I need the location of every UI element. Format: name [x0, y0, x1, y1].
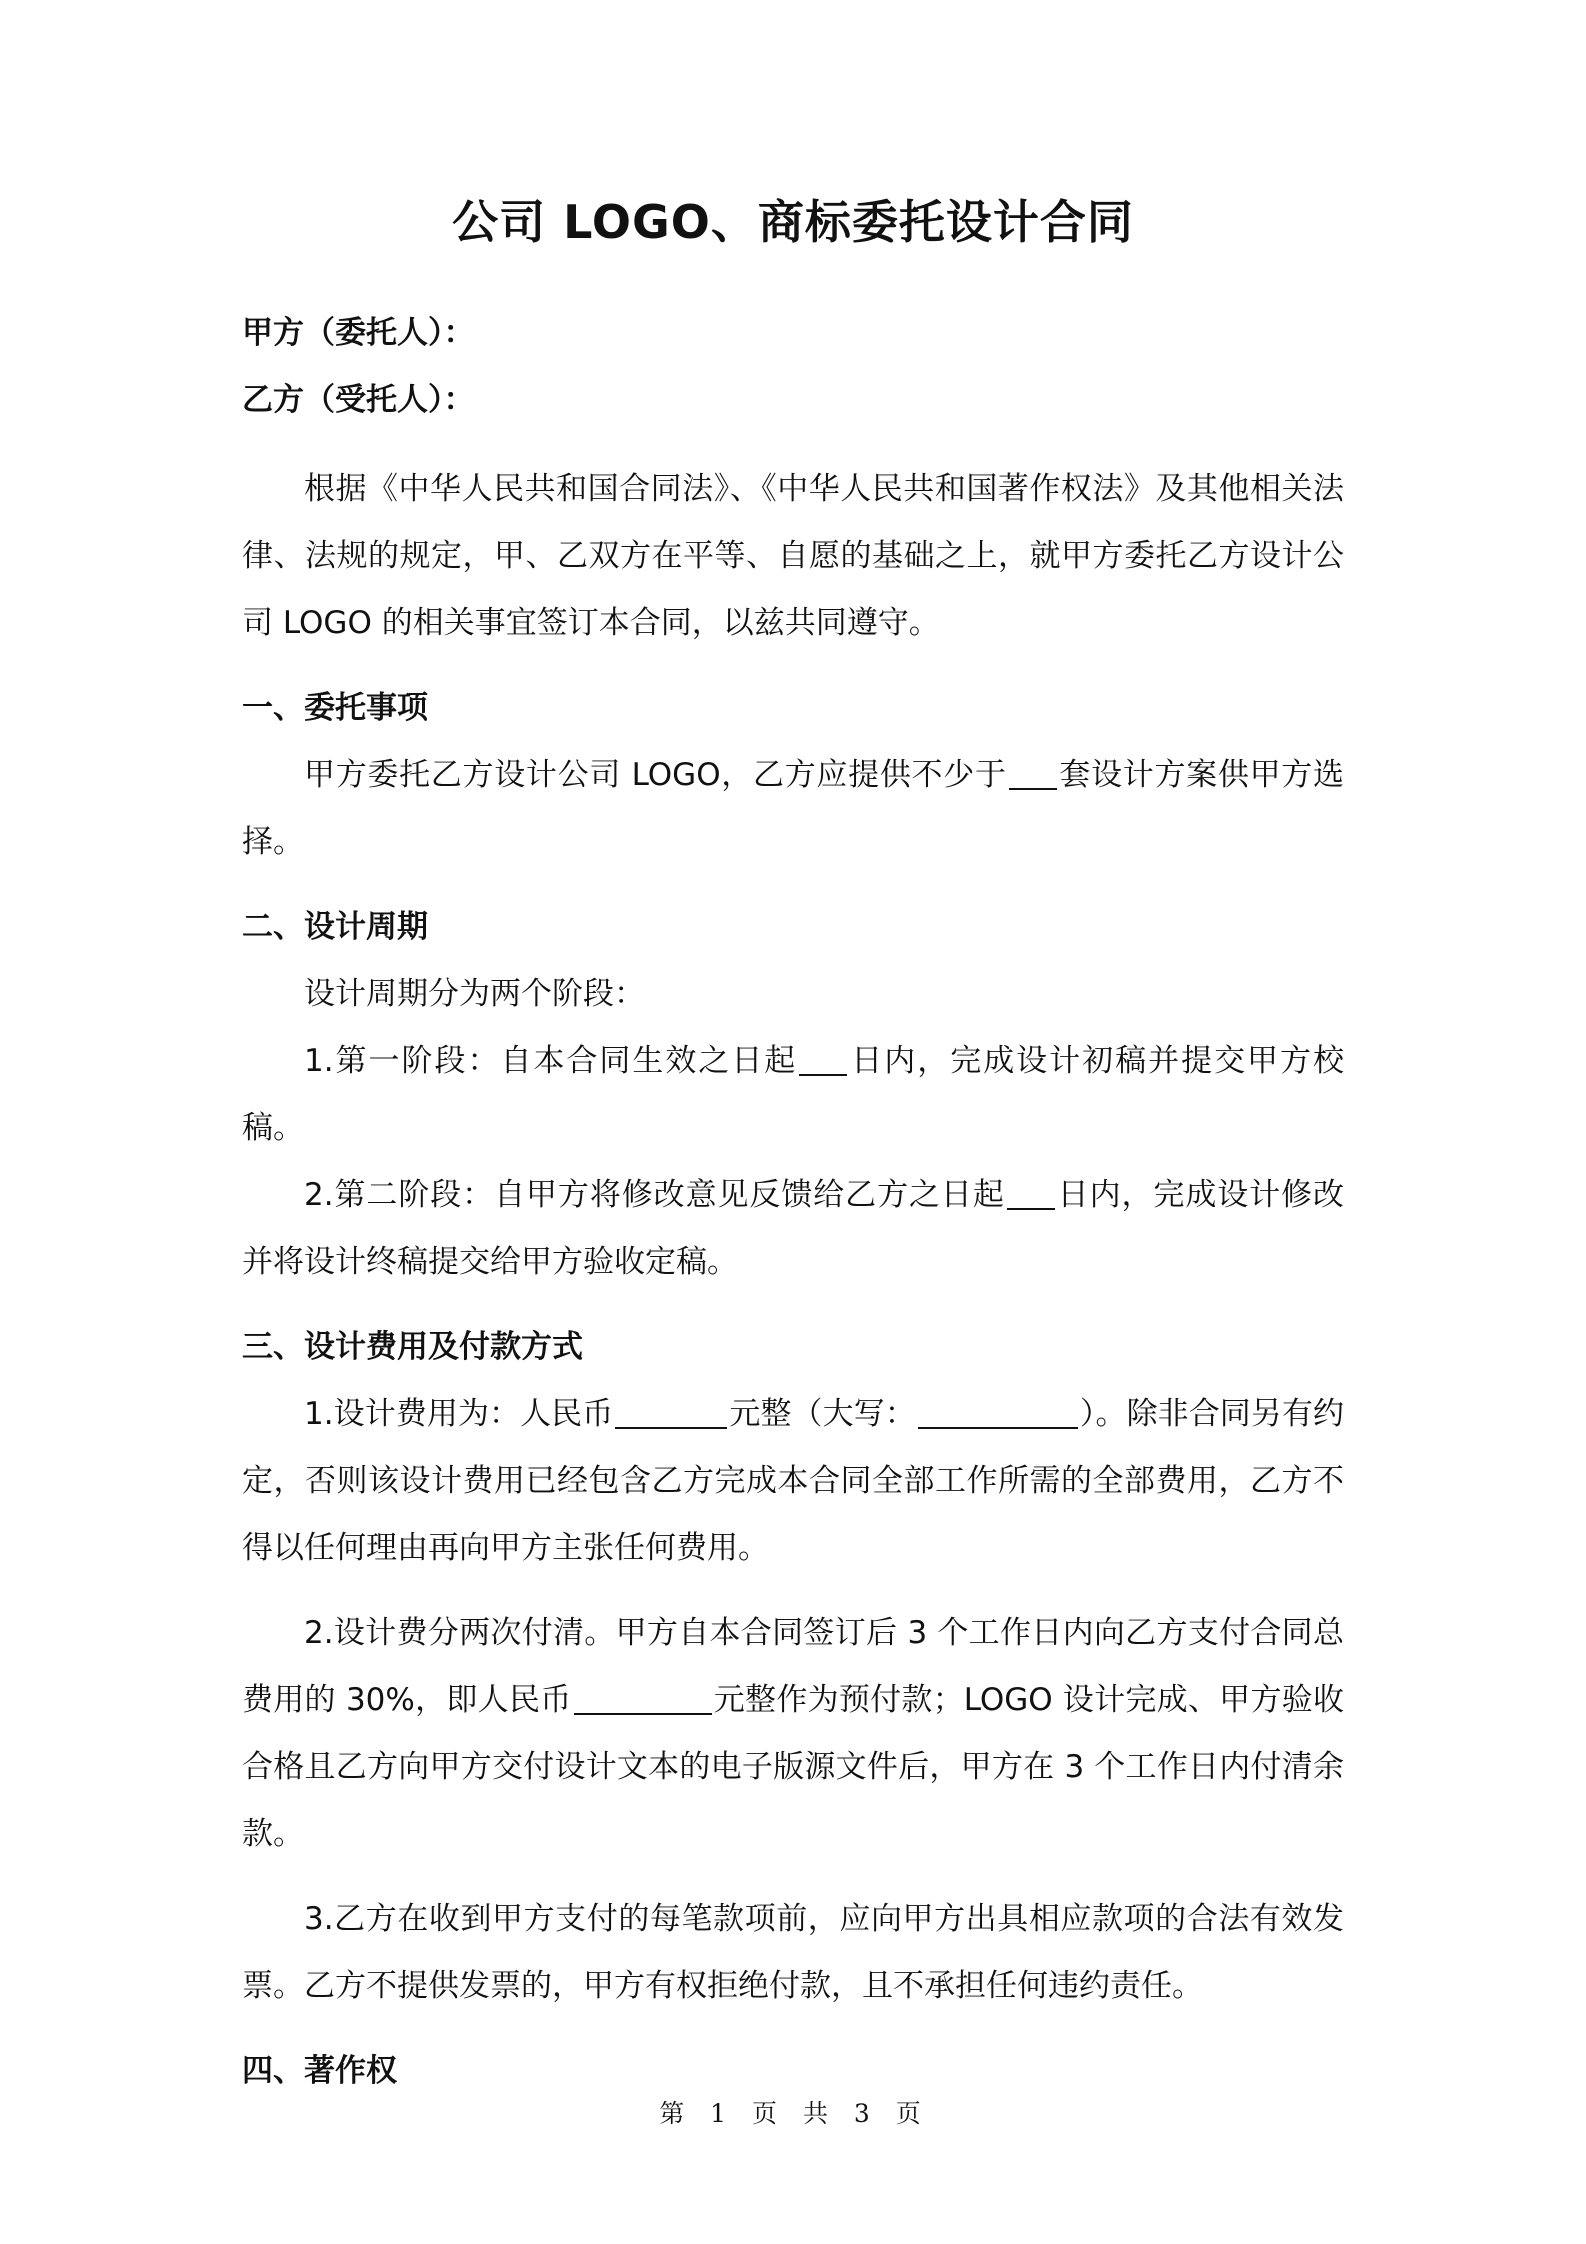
section-1-text-before: 甲方委托乙方设计公司 LOGO，乙方应提供不少于 — [304, 757, 1007, 793]
section-3-item-2 — [242, 1600, 1344, 1868]
section-1-paragraph — [242, 742, 1344, 876]
section-3-heading: 三、设计费用及付款方式 — [242, 1329, 583, 1365]
contract-body — [242, 300, 1344, 2105]
stage-2-text-after: 日内，完成设计修改并将设计终稿提交给甲方验收定稿。 — [242, 1177, 1345, 1280]
section-1-text-after: 套设计方案供甲方选择。 — [242, 757, 1345, 860]
section-3-item-1 — [242, 1381, 1344, 1582]
party-a-line: 甲方（委托人）： — [242, 315, 475, 351]
section-4-heading: 四、著作权 — [242, 2053, 397, 2089]
section-2-heading: 二、设计周期 — [242, 909, 428, 945]
fee-text-a: 1.设计费用为：人民币 — [304, 1396, 614, 1432]
fee-amount-blank — [615, 1394, 727, 1429]
section-2-item-1 — [242, 1028, 1344, 1162]
intro-paragraph: 根据《中华人民共和国合同法》、《中华人民共和国著作权法》及其他相关法律、法规的规定，甲、乙双方在平等、自愿的基础之上，就甲方委托乙方设计公司 LOGO 的相关事宜签订本合同，以兹共同遵守。 — [242, 471, 1344, 641]
section-2-intro: 设计周期分为两个阶段： — [304, 976, 645, 1012]
stage-2-days-blank — [1007, 1175, 1055, 1210]
section-3-item-3: 3.乙方在收到甲方支付的每笔款项前，应向甲方出具相应款项的合法有效发票。乙方不提供发票的，甲方有权拒绝付款，且不承担任何违约责任。 — [242, 1901, 1344, 2004]
stage-1-days-blank — [799, 1041, 847, 1076]
stage-1-text-after: 日内，完成设计初稿并提交甲方校稿。 — [242, 1043, 1345, 1146]
prepayment-amount-blank — [574, 1680, 712, 1715]
payment-text-b: 元整作为预付款；LOGO 设计完成、甲方验收合格且乙方向甲方交付设计文本的电子版源文件后，甲方在 3 个工作日内付清余款。 — [242, 1682, 1344, 1852]
stage-1-text-before: 1.第一阶段：自本合同生效之日起 — [304, 1043, 798, 1079]
party-b-line: 乙方（受托人）： — [242, 382, 475, 418]
stage-2-text-before: 2.第二阶段：自甲方将修改意见反馈给乙方之日起 — [304, 1177, 1005, 1213]
fee-text-c: ）。除非合同另有约定，否则该设计费用已经包含乙方完成本合同全部工作所需的全部费用，乙方不得以任何理由再向甲方主张任何费用。 — [242, 1396, 1345, 1566]
fee-uppercase-blank — [918, 1394, 1078, 1429]
payment-text-a: 2.设计费分两次付清。甲方自本合同签订后 3 个工作日内向乙方支付合同总费用的 30%，即人民币 — [242, 1615, 1344, 1718]
contract-title: 公司 LOGO、商标委托设计合同 — [452, 195, 1134, 249]
section-1-heading: 一、委托事项 — [242, 690, 428, 726]
page-number-footer: 第 1 页 共 3 页 — [659, 2099, 927, 2128]
section-2-item-2 — [242, 1162, 1344, 1296]
fee-text-b: 元整（大写： — [729, 1396, 916, 1432]
design-count-blank — [1009, 755, 1057, 790]
